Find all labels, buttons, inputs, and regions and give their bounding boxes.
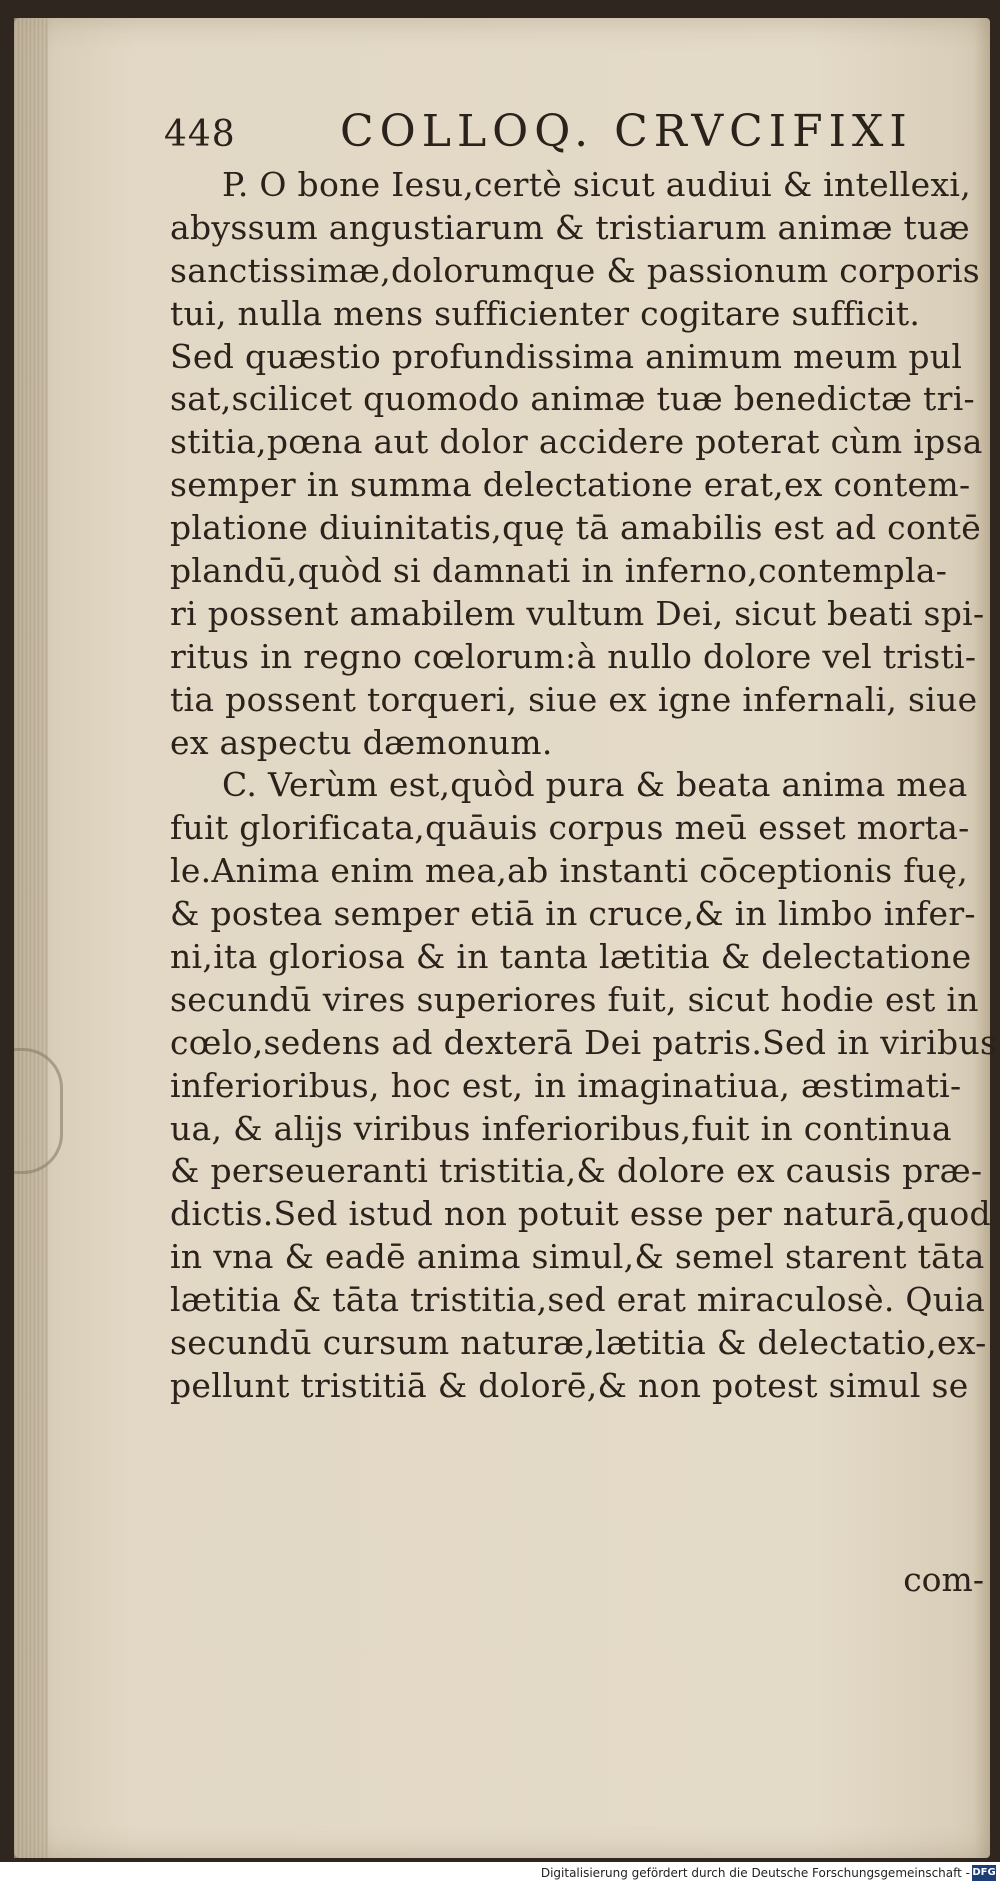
dfg-logo: DFG — [972, 1865, 996, 1881]
text-line: dictis.Sed istud non potuit esse per naturā,quod — [170, 1194, 991, 1234]
text-line: stitia,pœna aut dolor accidere poterat cùm ipsa — [170, 422, 983, 462]
text-line: le.Anima enim mea,ab instanti cōceptionis fuę, — [170, 851, 968, 891]
text-line: in vna & eadē anima simul,& semel starent tāta — [170, 1237, 985, 1277]
clasp-mark — [14, 1048, 63, 1174]
text-line: lætitia & tāta tristitia,sed erat miraculosè. Quia — [170, 1280, 986, 1320]
text-line: & perseueranti tristitia,& dolore ex causis præ- — [170, 1151, 983, 1191]
text-line: ua, & alijs viribus inferioribus,fuit in continua — [170, 1108, 952, 1148]
text-line: ex aspectu dæmonum. — [170, 722, 553, 762]
page-number: 448 — [164, 114, 236, 155]
page-gutter-edge — [14, 18, 48, 1858]
text-line: fuit glorificata,quāuis corpus meū esset morta- — [170, 808, 970, 848]
book-page — [14, 18, 998, 1858]
text-line: semper in summa delectatione erat,ex contem- — [170, 465, 971, 505]
text-line: sat,scilicet quomodo animæ tuæ benedictæ tri- — [170, 379, 975, 419]
text-line: ri possent amabilem vultum Dei, sicut beati spi- — [170, 593, 985, 633]
running-head: COLLOQ. CRVCIFIXI — [340, 106, 913, 157]
text-line: secundū cursum naturæ,lætitia & delectatio,ex- — [170, 1323, 987, 1363]
text-line: platione diuinitatis,quę tā amabilis est ad contē — [170, 508, 982, 548]
text-line: C. Verùm est,quòd pura & beata anima mea — [222, 765, 968, 805]
text-line: tui, nulla mens sufficienter cogitare sufficit. — [170, 293, 921, 333]
text-line: P. O bone Iesu,certè sicut audiui & intellexi, — [222, 165, 972, 204]
text-line: inferioribus, hoc est, in imaginatiua, æstimati- — [170, 1065, 962, 1105]
text-line: sanctissimæ,dolorumque & passionum corporis — [170, 250, 981, 290]
text-line: abyssum angustiarum & tristiarum animæ tuæ — [170, 207, 970, 247]
digitization-footer — [0, 1862, 1000, 1887]
text-line: Sed quæstio profundissima animum meum pul — [170, 336, 963, 376]
text-line: cœlo,sedens ad dexterā Dei patris.Sed in viribus — [170, 1022, 998, 1062]
text-line: ritus in regno cœlorum:à nullo dolore vel tristi- — [170, 636, 977, 676]
text-line: ni,ita gloriosa & in tanta lætitia & delectatione — [170, 937, 972, 977]
text-line: plandū,quòd si damnati in inferno,contempla- — [170, 551, 948, 591]
text-line: secundū vires superiores fuit, sicut hodie est in — [170, 979, 979, 1019]
text-line: tia possent torqueri, siue ex igne infernali, siue — [170, 679, 978, 719]
catchword: com- — [903, 1560, 984, 1599]
text-line: pellunt tristitiā & dolorē,& non potest simul se — [170, 1365, 969, 1405]
text-line: & postea semper etiā in cruce,& in limbo infer- — [170, 894, 976, 934]
body-text — [170, 164, 1000, 1408]
page-header — [164, 106, 924, 166]
footer-credit: Digitalisierung gefördert durch die Deutsche Forschungsgemeinschaft - — [540, 1866, 970, 1880]
